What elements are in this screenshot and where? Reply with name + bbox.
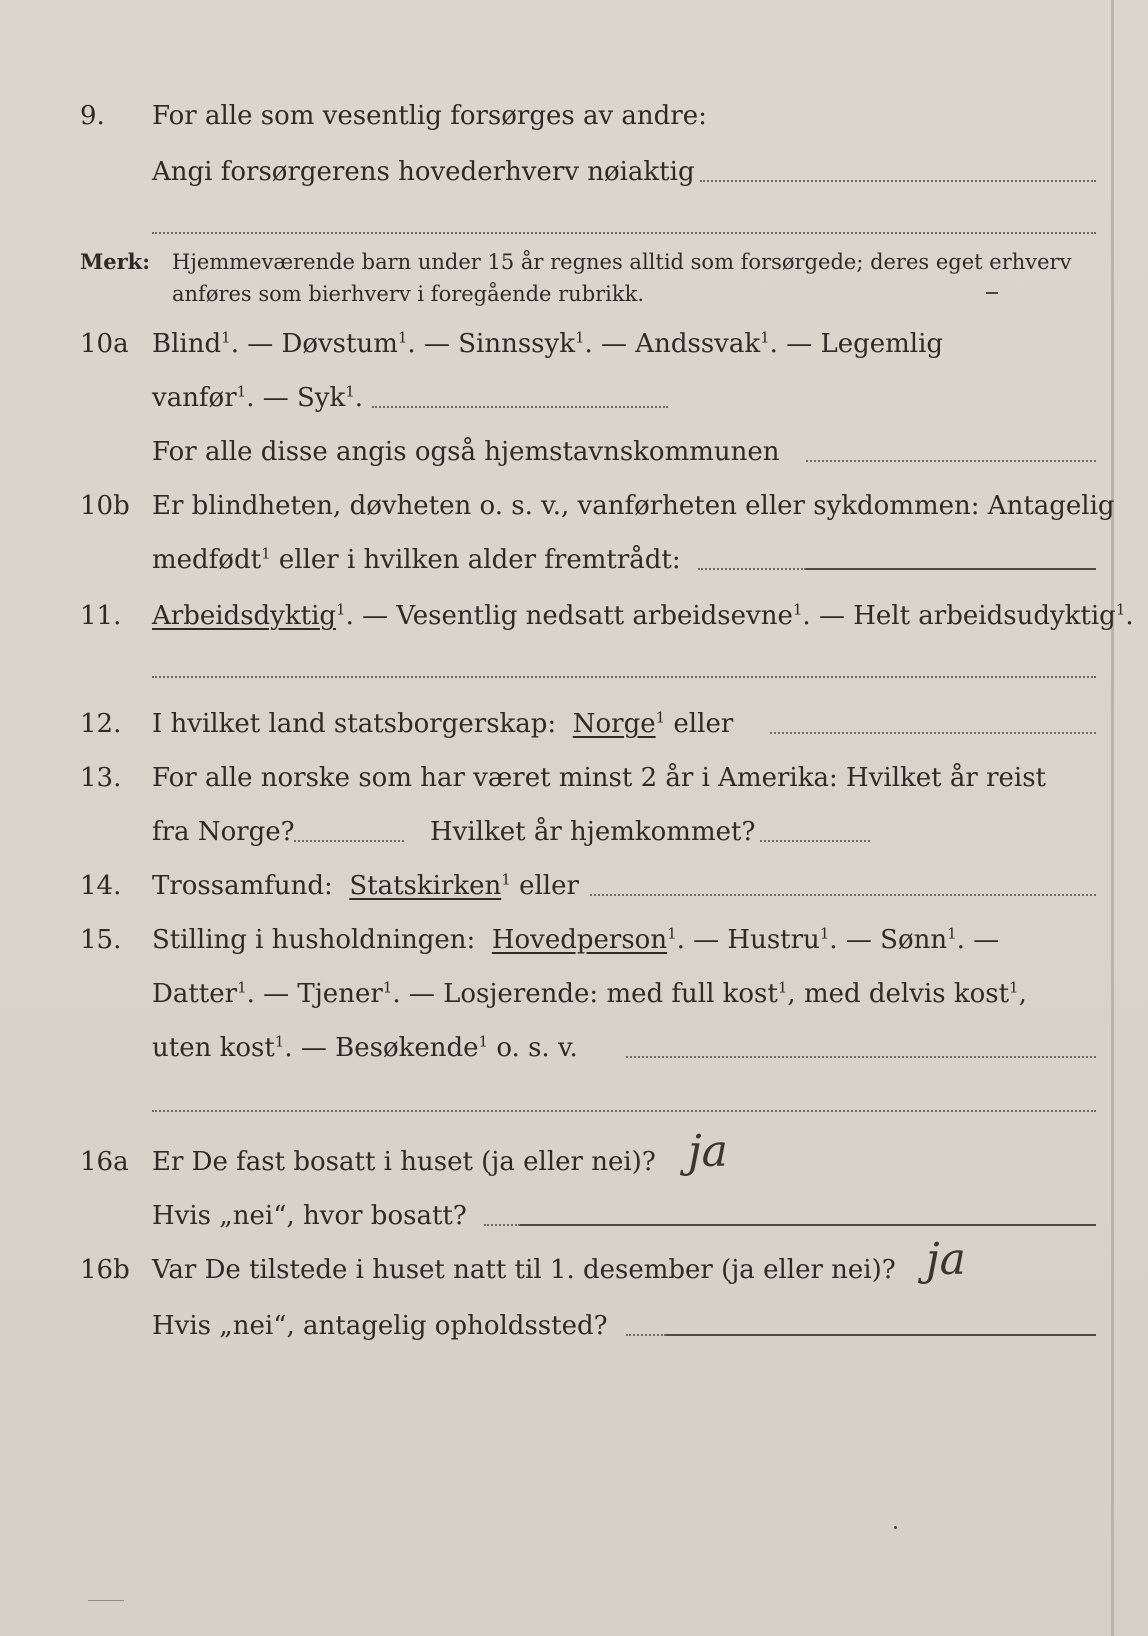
q16b-text: Var De tilstede i huset natt til 1. desember (ja eller nei)?	[152, 1255, 896, 1285]
q16a-line2	[0, 1196, 1148, 1236]
q16b-number: 16b	[80, 1255, 130, 1285]
footnote-mark: 1	[237, 978, 247, 997]
option-hustru[interactable]: — Hustru	[693, 925, 820, 955]
option-syk[interactable]: — Syk	[262, 383, 346, 413]
q16b-line1	[0, 1250, 1148, 1290]
q11-line	[0, 596, 1148, 636]
q15-options-2: Datter$^1$. — Tjener$^1$. — Losjerende: med full kost$^1$, med delvis kost$^1$,	[152, 978, 1027, 1009]
q10a-syk-line[interactable]	[372, 406, 668, 408]
q15-answer-line-2[interactable]	[152, 1110, 1096, 1112]
q10b-answer-line[interactable]	[806, 568, 1096, 570]
q12-line	[0, 704, 1148, 744]
q9-text: For alle som vesentlig forsørges av andre:	[152, 101, 707, 131]
footnote-mark: 1	[478, 1032, 489, 1051]
q15-stilling-label: Stilling i husholdningen:	[152, 925, 476, 955]
q16a-answer-line[interactable]	[520, 1224, 1096, 1226]
option-andssvak[interactable]: — Andssvak	[601, 329, 761, 359]
q9-line2	[0, 152, 1148, 192]
q10b-number: 10b	[80, 491, 130, 521]
q14-text-group	[152, 866, 579, 906]
merk-label: Merk:	[80, 249, 150, 274]
q16b-answer-dots[interactable]	[626, 1334, 666, 1336]
q10a-line3	[0, 432, 1148, 472]
q15-losjerende: — Losjerende:	[408, 979, 599, 1009]
bottom-rule	[88, 1600, 124, 1601]
option-arbeidsdyktig[interactable]: Arbeidsdyktig	[152, 601, 337, 631]
footnote-mark: 1	[947, 924, 957, 943]
q16b-opholdssted-label: Hvis „nei“, antagelig opholdssted?	[152, 1311, 608, 1341]
q12-eller: eller	[673, 709, 734, 739]
q16b-handwritten-answer[interactable]: ja	[926, 1234, 966, 1285]
option-sonn[interactable]: — Sønn	[845, 925, 948, 955]
q14-eller: eller	[519, 871, 579, 901]
stray-dot	[894, 1526, 897, 1529]
q9-number: 9.	[80, 101, 105, 131]
option-sinnssyk[interactable]: — Sinnssyk	[423, 329, 575, 359]
q16a-line1	[0, 1142, 1148, 1182]
footnote-mark: 1	[760, 328, 770, 347]
footnote-mark: 1	[221, 328, 231, 347]
option-hovedperson[interactable]: Hovedperson	[491, 925, 668, 955]
q13-hjemkommet: Hvilket år hjemkommet?	[430, 817, 756, 847]
q13-reist-line[interactable]	[294, 840, 404, 842]
q13-hjemkommet-line[interactable]	[760, 840, 870, 842]
option-legemlig[interactable]: — Legemlig	[786, 329, 944, 359]
footnote-mark: 1	[236, 382, 247, 401]
footnote-mark: 1	[345, 382, 355, 401]
option-blind[interactable]: Blind	[152, 329, 222, 359]
q10b-line2	[0, 540, 1148, 580]
option-full-kost[interactable]: med full kost	[606, 979, 778, 1009]
q15-line2	[0, 974, 1148, 1014]
option-datter[interactable]: Datter	[152, 979, 238, 1009]
q9-provider-label: Angi forsørgerens hovederhverv nøiaktig	[152, 157, 695, 187]
q10a-hjemstavn-line[interactable]	[806, 460, 1096, 462]
footnote-mark: 1	[667, 924, 677, 943]
option-medfodt[interactable]: medfødt	[152, 545, 262, 575]
footnote-mark: 1	[336, 600, 346, 619]
merk-text-2: anføres som bierhverv i foregående rubrikk.	[172, 282, 645, 306]
q13-line2	[0, 812, 1148, 852]
q10b-line1	[0, 486, 1148, 526]
q16a-text: Er De fast bosatt i huset (ja eller nei)?	[152, 1147, 656, 1177]
q13-number: 13.	[80, 763, 122, 793]
q14-number: 14.	[80, 871, 122, 901]
q13-line1	[0, 758, 1148, 798]
q10a-line2	[0, 378, 1148, 418]
q9-line1	[0, 96, 1148, 136]
footnote-mark: 1	[501, 870, 511, 889]
footnote-mark: 1	[274, 1032, 285, 1051]
q15-number: 15.	[80, 925, 122, 955]
footnote-mark: 1	[1009, 978, 1019, 997]
stray-mark	[986, 292, 998, 294]
q16a-answer-dots[interactable]	[484, 1224, 520, 1226]
q14-answer-line[interactable]	[590, 894, 1096, 896]
q14-line	[0, 866, 1148, 906]
q15-line3	[0, 1028, 1148, 1068]
q16b-answer-line[interactable]	[666, 1334, 1096, 1336]
merk-text-1: Hjemmeværende barn under 15 år regnes alltid som forsørgede; deres eget erhverv	[172, 250, 1072, 274]
q10b-answer-dots[interactable]	[698, 568, 806, 570]
q10a-hjemstavn-label: For alle disse angis også hjemstavnskommunen	[152, 437, 780, 467]
footnote-mark: 1	[261, 544, 271, 563]
q15-options-1: Stilling i husholdningen: Hovedperson$^1$. — Hustru$^1$. — Sønn$^1$. —	[152, 924, 1000, 955]
option-norge[interactable]: Norge	[572, 709, 656, 739]
merk-line2	[0, 278, 1148, 310]
option-tjener[interactable]: — Tjener	[263, 979, 383, 1009]
q16a-handwritten-answer[interactable]: ja	[688, 1126, 728, 1177]
option-vanfor[interactable]: vanfør	[152, 383, 237, 413]
footnote-mark: 1	[819, 924, 830, 943]
footnote-mark: 1	[792, 600, 803, 619]
option-udyktig[interactable]: — Helt arbeidsudyktig	[818, 601, 1116, 631]
q9-answer-line-2[interactable]	[152, 232, 1096, 234]
q16b-line2	[0, 1306, 1148, 1346]
footnote-mark: 1	[382, 978, 393, 997]
q10b-alder-label: eller i hvilken alder fremtrådt:	[278, 545, 681, 575]
q10a-number: 10a	[80, 329, 129, 359]
q11-answer-line[interactable]	[152, 676, 1096, 678]
merk-line1	[0, 246, 1148, 278]
q10a-options-2: vanfør$^1$. — Syk$^1$.	[152, 382, 364, 413]
q14-text: Trossamfund:	[152, 871, 333, 901]
q9-answer-line[interactable]	[700, 180, 1096, 182]
q15-answer-line[interactable]	[626, 1056, 1096, 1058]
q11-options: Arbeidsdyktig$^1$. — Vesentlig nedsatt arbeidsevne$^1$. — Helt arbeidsudyktig$^1$.	[152, 600, 1134, 631]
q11-number: 11.	[80, 601, 122, 631]
q12-text: I hvilket land statsborgerskap:	[152, 709, 557, 739]
footnote-mark: 1	[397, 328, 408, 347]
q16a-bosatt-label: Hvis „nei“, hvor bosatt?	[152, 1201, 467, 1231]
q13-fra-norge: fra Norge?	[152, 817, 295, 847]
q10b-text-2	[152, 540, 681, 580]
option-nedsatt[interactable]: — Vesentlig nedsatt arbeidsevne	[362, 601, 793, 631]
q10a-options: Blind$^1$. — Døvstum$^1$. — Sinnssyk$^1$. — Andssvak$^1$. — Legemlig	[152, 328, 944, 359]
q16a-number: 16a	[80, 1147, 129, 1177]
footnote-mark: 1	[655, 708, 666, 727]
q10b-text: Er blindheten, døvheten o. s. v., vanførheten eller sykdommen: Antagelig	[152, 491, 1115, 521]
footnote-mark: 1	[574, 328, 585, 347]
q15-osv: o. s. v.	[496, 1033, 578, 1063]
option-dovstum[interactable]: — Døvstum	[247, 329, 398, 359]
q12-number: 12.	[80, 709, 122, 739]
q10a-line1	[0, 324, 1148, 364]
footnote-mark: 1	[1115, 600, 1126, 619]
q12-text-group	[152, 704, 733, 744]
q15-dash: —	[973, 925, 1000, 955]
q15-options-3: uten kost$^1$. — Besøkende$^1$ o. s. v.	[152, 1032, 578, 1063]
q13-text: For alle norske som har været minst 2 år i Amerika: Hvilket år reist	[152, 763, 1046, 793]
option-statskirken[interactable]: Statskirken	[349, 871, 502, 901]
option-uten-kost[interactable]: uten kost	[152, 1033, 275, 1063]
option-besokende[interactable]: — Besøkende	[300, 1033, 479, 1063]
option-delvis-kost[interactable]: med delvis kost	[803, 979, 1010, 1009]
footnote-mark: 1	[777, 978, 788, 997]
q15-line1	[0, 920, 1148, 960]
q12-answer-line[interactable]	[770, 732, 1096, 734]
